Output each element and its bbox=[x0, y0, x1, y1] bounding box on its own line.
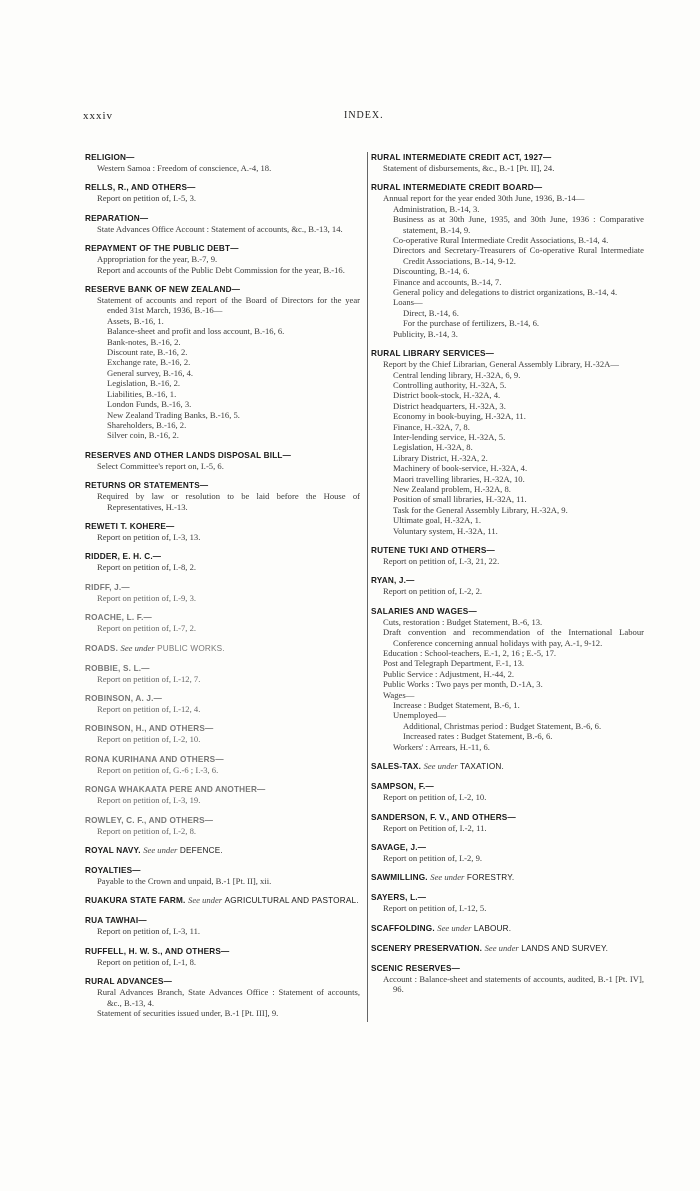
entry-subline: Report on petition of, I.-3, 13. bbox=[97, 531, 201, 542]
entry-subline: Co-operative Rural Intermediate Credit Associations, B.-14, 4. bbox=[393, 235, 609, 246]
entry-subline: Legislation, B.-16, 2. bbox=[107, 378, 181, 389]
entry-heading bbox=[371, 182, 644, 193]
entry-heading bbox=[85, 551, 360, 562]
index-entry bbox=[371, 943, 644, 954]
entry-heading bbox=[85, 582, 360, 593]
entry-subline: Assets, B.-16, 1. bbox=[107, 315, 164, 326]
entry-subline: Report on petition of, I.-2, 8. bbox=[97, 825, 197, 836]
entry-heading-text: RURAL INTERMEDIATE CREDIT ACT, 1927— bbox=[371, 153, 552, 162]
entry-subline: Report on petition of, I.-3, 21, 22. bbox=[383, 556, 500, 566]
entry-heading-text: SAYERS, L.— bbox=[371, 893, 427, 903]
entry-heading-text: RIDFF, J.— bbox=[85, 582, 130, 592]
index-entry bbox=[85, 243, 360, 275]
entry-heading bbox=[371, 152, 644, 163]
entry-subline: Report on petition of, I.-5, 3. bbox=[97, 193, 197, 204]
entry-heading bbox=[85, 284, 360, 295]
entry-heading bbox=[371, 963, 644, 974]
entry-subline: Public Works : Two pays per month, D.-1A, 3. bbox=[383, 679, 543, 690]
index-entry bbox=[85, 213, 360, 234]
entry-subline: Machinery of book-service, H.-32A, 4. bbox=[393, 463, 528, 474]
entry-heading bbox=[371, 761, 644, 772]
index-entry bbox=[371, 182, 644, 339]
entry-heading bbox=[371, 545, 644, 556]
entry-heading bbox=[371, 923, 644, 934]
entry-heading bbox=[85, 946, 360, 957]
entry-subline: Report on petition of, I.-9, 3. bbox=[97, 592, 197, 603]
see-under-label: See under bbox=[430, 872, 465, 883]
index-entry bbox=[371, 152, 644, 173]
entry-subline: Unemployed— bbox=[393, 710, 446, 721]
entry-heading bbox=[85, 784, 360, 795]
entry-subline: Report on petition of, I.-1, 8. bbox=[97, 956, 197, 967]
entry-subline: New Zealand Trading Banks, B.-16, 5. bbox=[107, 409, 240, 420]
entry-heading bbox=[371, 842, 644, 853]
entry-subline: Directors and Secretary-Treasurers of Co-operative Rural Intermediate Credit Associations, B.-14, 9-12. bbox=[393, 245, 644, 266]
entry-heading bbox=[371, 892, 644, 903]
entry-subline: Administration, B.-14, 3. bbox=[393, 203, 480, 214]
entry-subline: Report on petition of, I.-12, 5. bbox=[383, 903, 487, 914]
entry-heading-text: ROBBIE, S. L.— bbox=[85, 663, 150, 673]
entry-subline: Workers' : Arrears, H.-11, 6. bbox=[393, 741, 490, 752]
entry-subline: Balance-sheet and profit and loss account, B.-16, 6. bbox=[107, 326, 285, 337]
entry-heading bbox=[85, 815, 360, 826]
entry-heading-text: ROBINSON, H., AND OTHERS— bbox=[85, 724, 214, 734]
entry-heading-text: SCAFFOLDING. bbox=[371, 923, 435, 933]
index-entry bbox=[371, 842, 644, 863]
index-entry bbox=[85, 784, 360, 805]
entry-heading-text: SCENIC RESERVES— bbox=[371, 963, 461, 973]
entry-subline: Statement of accounts and report of the Board of Directors for the year ended 31st March, 1936, B.-16— bbox=[97, 295, 360, 316]
entry-heading-text: ROADS. bbox=[85, 643, 119, 653]
index-entry bbox=[85, 551, 360, 572]
index-entry bbox=[371, 923, 644, 934]
entry-subline: Report by the Chief Librarian, General Assembly Library, H.-32A— bbox=[383, 359, 619, 370]
entry-heading-text: REPAYMENT OF THE PUBLIC DEBT— bbox=[85, 244, 239, 254]
entry-heading bbox=[85, 845, 360, 856]
entry-heading-text: RUAKURA STATE FARM. bbox=[85, 896, 186, 906]
entry-subline: Report on petition of, I.-3, 11. bbox=[97, 926, 201, 937]
see-under-label: See under bbox=[437, 922, 472, 933]
left-column bbox=[85, 152, 360, 1027]
cross-reference: AGRICULTURAL AND PASTORAL. bbox=[224, 896, 359, 906]
index-entry bbox=[85, 976, 360, 1018]
entry-heading-text: ROACHE, L. F.— bbox=[85, 613, 152, 623]
see-under-label: See under bbox=[143, 845, 178, 855]
index-entry bbox=[85, 754, 360, 775]
entry-subline: Central lending library, H.-32A, 6, 9. bbox=[393, 369, 521, 380]
entry-heading-text: RURAL LIBRARY SERVICES— bbox=[371, 349, 495, 359]
entry-heading bbox=[85, 480, 360, 491]
entry-subline: Education : School-teachers, E.-1, 2, 16 ; E.-5, 17. bbox=[383, 648, 557, 659]
cross-reference: LABOUR. bbox=[473, 923, 512, 933]
see-under-label: See under bbox=[120, 642, 155, 653]
entry-heading bbox=[371, 781, 644, 792]
entry-subline: Controlling authority, H.-32A, 5. bbox=[393, 379, 507, 390]
entry-subline: Statement of securities issued under, B.-1 [Pt. III], 9. bbox=[97, 1008, 279, 1019]
entry-subline: Select Committee's report on, I.-5, 6. bbox=[97, 460, 224, 471]
entry-heading-text: ROYAL NAVY. bbox=[85, 846, 141, 855]
entry-subline: Report on petition of, I.-2, 10. bbox=[97, 734, 201, 745]
see-under-label: See under bbox=[484, 942, 519, 953]
column-divider bbox=[367, 152, 368, 1022]
entry-heading-text: SALES-TAX. bbox=[371, 762, 422, 772]
entry-subline: Bank-notes, B.-16, 2. bbox=[107, 336, 181, 347]
entry-subline: Inter-lending service, H.-32A, 5. bbox=[393, 431, 506, 442]
index-entry bbox=[371, 606, 644, 752]
entry-subline: Rural Advances Branch, State Advances Office : Statement of accounts, &c., B.-13, 4. bbox=[97, 987, 360, 1008]
entry-subline: Maori travelling libraries, H.-32A, 10. bbox=[393, 473, 525, 484]
entry-subline: Task for the General Assembly Library, H.-32A, 9. bbox=[393, 504, 568, 515]
cross-reference: PUBLIC WORKS. bbox=[157, 643, 225, 653]
entry-heading-text: SAVAGE, J.— bbox=[371, 842, 427, 852]
entry-subline: Direct, B.-14, 6. bbox=[403, 307, 459, 318]
index-entry bbox=[371, 761, 644, 772]
entry-subline: Voluntary system, H.-32A, 11. bbox=[393, 525, 498, 536]
index-entry bbox=[85, 582, 360, 603]
entry-heading-text: SAWMILLING. bbox=[371, 873, 428, 883]
entry-subline: District book-stock, H.-32A, 4. bbox=[393, 390, 501, 401]
cross-reference: LANDS AND SURVEY. bbox=[521, 943, 609, 953]
entry-heading bbox=[85, 915, 360, 926]
entry-subline: General policy and delegations to district organizations, B.-14, 4. bbox=[393, 287, 618, 298]
cross-reference: FORESTRY. bbox=[466, 873, 515, 883]
entry-subline: General survey, B.-16, 4. bbox=[107, 367, 194, 378]
page-number: xxxiv bbox=[83, 110, 114, 122]
entry-subline: Report and accounts of the Public Debt Commission for the year, B.-16. bbox=[97, 264, 345, 275]
entry-heading bbox=[85, 182, 360, 193]
cross-reference: TAXATION. bbox=[460, 762, 504, 772]
entry-heading bbox=[371, 348, 644, 359]
index-entry bbox=[85, 895, 360, 906]
entry-subline: Report on petition of, I.-12, 7. bbox=[97, 673, 201, 684]
page-title: INDEX. bbox=[344, 110, 384, 121]
index-entry bbox=[85, 723, 360, 744]
entry-subline: District headquarters, H.-32A, 3. bbox=[393, 400, 506, 411]
entry-subline: Wages— bbox=[383, 689, 415, 700]
index-entry bbox=[85, 663, 360, 684]
entry-heading bbox=[371, 606, 644, 617]
entry-heading bbox=[85, 243, 360, 254]
entry-heading bbox=[371, 575, 644, 586]
index-entry bbox=[85, 915, 360, 936]
entry-subline: Silver coin, B.-16, 2. bbox=[107, 430, 179, 441]
entry-subline: Report on petition of, I.-3, 19. bbox=[97, 795, 201, 806]
entry-subline: Finance and accounts, B.-14, 7. bbox=[393, 276, 502, 287]
index-entry bbox=[371, 963, 644, 995]
entry-heading bbox=[371, 943, 644, 954]
entry-heading-text: RURAL ADVANCES— bbox=[85, 977, 173, 987]
entry-heading bbox=[85, 693, 360, 704]
index-entry bbox=[371, 781, 644, 802]
entry-subline: Report on petition of, I.-2, 9. bbox=[383, 852, 483, 863]
entry-subline: Report on petition of, I.-12, 4. bbox=[97, 703, 201, 714]
entry-subline: Economy in book-buying, H.-32A, 11. bbox=[393, 411, 526, 422]
entry-subline: New Zealand problem, H.-32A, 8. bbox=[393, 483, 511, 494]
index-entry bbox=[85, 450, 360, 471]
entry-subline: Legislation, H.-32A, 8. bbox=[393, 442, 473, 453]
entry-subline: Exchange rate, B.-16, 2. bbox=[107, 357, 191, 368]
entry-heading-text: RONGA WHAKAATA PERE AND ANOTHER— bbox=[85, 785, 266, 795]
entry-subline: Payable to the Crown and unpaid, B.-1 [Pt. II], xii. bbox=[97, 876, 272, 886]
entry-subline: Report on petition of, I.-7, 2. bbox=[97, 623, 197, 634]
index-entry bbox=[85, 152, 360, 173]
entry-heading-text: ROBINSON, A. J.— bbox=[85, 693, 163, 703]
entry-heading-text: RUA TAWHAI— bbox=[85, 916, 147, 926]
entry-heading-text: RUFFELL, H. W. S., AND OTHERS— bbox=[85, 946, 230, 956]
entry-subline: London Funds, B.-16, 3. bbox=[107, 399, 192, 410]
entry-heading-text: RELIGION— bbox=[85, 153, 135, 162]
entry-subline: Report on Petition of, I.-2, 11. bbox=[383, 822, 487, 833]
index-entry bbox=[371, 545, 644, 566]
index-entry bbox=[85, 284, 360, 441]
entry-heading bbox=[85, 643, 360, 654]
entry-subline: Statement of disbursements, &c., B.-1 [Pt. II], 24. bbox=[383, 163, 555, 173]
entry-subline: Post and Telegraph Department, F.-1, 13. bbox=[383, 658, 525, 669]
entry-heading bbox=[371, 812, 644, 823]
entry-subline: Report on petition of, I.-2, 10. bbox=[383, 792, 487, 803]
entry-subline: Public Service : Adjustment, H.-44, 2. bbox=[383, 668, 515, 679]
right-column bbox=[371, 152, 644, 1004]
entry-heading-text: SCENERY PRESERVATION. bbox=[371, 943, 483, 953]
entry-subline: State Advances Office Account : Statement of accounts, &c., B.-13, 14. bbox=[97, 223, 343, 234]
entry-heading bbox=[85, 723, 360, 734]
entry-heading bbox=[85, 450, 360, 461]
entry-subline: Discount rate, B.-16, 2. bbox=[107, 347, 188, 358]
entry-subline: Cuts, restoration : Budget Statement, B.-6, 13. bbox=[383, 616, 543, 627]
entry-heading bbox=[371, 872, 644, 883]
index-entry bbox=[85, 612, 360, 633]
see-under-label: See under bbox=[423, 761, 458, 772]
entry-subline: Loans— bbox=[393, 297, 423, 308]
index-entry bbox=[85, 946, 360, 967]
entry-heading bbox=[85, 521, 360, 532]
entry-heading-text: SALARIES AND WAGES— bbox=[371, 606, 477, 616]
entry-heading-text: RUTENE TUKI AND OTHERS— bbox=[371, 546, 495, 555]
index-entry bbox=[371, 575, 644, 596]
entry-subline: Discounting, B.-14, 6. bbox=[393, 266, 470, 277]
entry-heading bbox=[85, 895, 360, 906]
index-entry bbox=[371, 812, 644, 833]
entry-subline: Required by law or resolution to be laid before the House of Representatives, H.-13. bbox=[97, 491, 360, 512]
entry-subline: Business as at 30th June, 1935, and 30th June, 1936 : Comparative statement, B.-14, 9. bbox=[393, 214, 644, 235]
index-entry bbox=[85, 521, 360, 542]
entry-heading bbox=[85, 754, 360, 765]
entry-subline: Draft convention and recommendation of the International Labour Conference concerning annual holidays with pay, A.-1, 9-12. bbox=[383, 627, 644, 648]
index-entry bbox=[371, 348, 644, 536]
index-entry bbox=[85, 693, 360, 714]
entry-heading-text: SANDERSON, F. V., AND OTHERS— bbox=[371, 812, 516, 822]
entry-heading-text: REWETI T. KOHERE— bbox=[85, 521, 175, 531]
entry-subline: Additional, Christmas period : Budget Statement, B.-6, 6. bbox=[403, 720, 602, 731]
entry-subline: Liabilities, B.-16, 1. bbox=[107, 388, 177, 399]
entry-subline: Annual report for the year ended 30th June, 1936, B.-14— bbox=[383, 193, 585, 204]
cross-reference: DEFENCE. bbox=[179, 846, 223, 855]
index-entry bbox=[85, 643, 360, 654]
entry-heading-text: RESERVES AND OTHER LANDS DISPOSAL BILL— bbox=[85, 450, 291, 460]
index-entry bbox=[85, 845, 360, 856]
index-entry bbox=[85, 865, 360, 886]
entry-heading bbox=[85, 612, 360, 623]
entry-heading-text: SAMPSON, F.— bbox=[371, 782, 434, 792]
entry-heading-text: RYAN, J.— bbox=[371, 576, 415, 586]
entry-subline: Increase : Budget Statement, B.-6, 1. bbox=[393, 700, 520, 711]
entry-subline: Library District, H.-32A, 2. bbox=[393, 452, 488, 463]
entry-subline: Shareholders, B.-16, 2. bbox=[107, 419, 187, 430]
entry-subline: Increased rates : Budget Statement, B.-6, 6. bbox=[403, 731, 553, 742]
entry-subline: Report on petition of, I.-2, 2. bbox=[383, 586, 483, 597]
entry-heading bbox=[85, 976, 360, 987]
entry-subline: Finance, H.-32A, 7, 8. bbox=[393, 421, 470, 432]
see-under-label: See under bbox=[188, 895, 223, 906]
entry-subline: Western Samoa : Freedom of conscience, A.-4, 18. bbox=[97, 163, 272, 173]
entry-subline: Position of small libraries, H.-32A, 11. bbox=[393, 494, 527, 505]
entry-subline: For the purchase of fertilizers, B.-14, 6. bbox=[403, 318, 540, 329]
index-entry bbox=[85, 182, 360, 203]
entry-subline: Publicity, B.-14, 3. bbox=[393, 328, 458, 339]
entry-heading-text: RURAL INTERMEDIATE CREDIT BOARD— bbox=[371, 183, 543, 193]
index-entry bbox=[85, 815, 360, 836]
entry-heading-text: RONA KURIHANA AND OTHERS— bbox=[85, 754, 224, 764]
entry-heading-text: REPARATION— bbox=[85, 213, 149, 223]
entry-heading-text: RELLS, R., AND OTHERS— bbox=[85, 183, 196, 193]
entry-subline: Report on petition of, I.-8, 2. bbox=[97, 562, 197, 573]
entry-subline: Account : Balance-sheet and statements of accounts, audited, B.-1 [Pt. IV], 96. bbox=[383, 973, 644, 995]
entry-heading bbox=[85, 213, 360, 224]
entry-heading bbox=[85, 865, 360, 876]
entry-heading bbox=[85, 152, 360, 163]
index-entry bbox=[371, 892, 644, 913]
entry-heading-text: ROWLEY, C. F., AND OTHERS— bbox=[85, 815, 214, 825]
entry-subline: Appropriation for the year, B.-7, 9. bbox=[97, 254, 218, 265]
entry-heading-text: RESERVE BANK OF NEW ZEALAND— bbox=[85, 285, 241, 295]
index-entry bbox=[85, 480, 360, 512]
entry-subline: Ultimate goal, H.-32A, 1. bbox=[393, 515, 482, 526]
entry-heading-text: RETURNS OR STATEMENTS— bbox=[85, 481, 209, 491]
index-entry bbox=[371, 872, 644, 883]
entry-heading-text: RIDDER, E. H. C.— bbox=[85, 552, 162, 562]
entry-subline: Report on petition of, G.-6 ; I.-3, 6. bbox=[97, 764, 219, 775]
entry-heading-text: ROYALTIES— bbox=[85, 866, 141, 875]
entry-heading bbox=[85, 663, 360, 674]
page-header bbox=[0, 110, 700, 126]
